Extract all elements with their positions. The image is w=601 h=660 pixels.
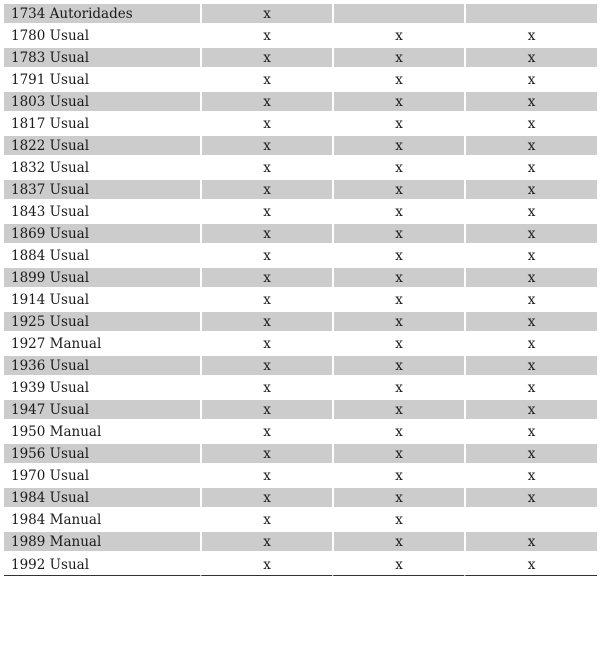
column-1-mark-cell: x [200,136,332,158]
column-3-mark-cell: x [464,356,597,378]
column-1-mark-cell: x [200,92,332,114]
table-body [4,4,597,576]
table-row [4,554,597,576]
table-row [4,202,597,224]
column-1-mark-cell: x [200,180,332,202]
row-label-cell: 1822 Usual [4,136,200,158]
table-row [4,400,597,422]
column-2-mark-cell: x [332,26,464,48]
table-row [4,334,597,356]
column-3-mark-cell: x [464,92,597,114]
table-row [4,532,597,554]
column-2-mark-cell [332,4,464,26]
column-3-mark-cell: x [464,246,597,268]
table-row [4,378,597,400]
row-label-cell: 1927 Manual [4,334,200,356]
table-row [4,488,597,510]
row-label-cell: 1984 Usual [4,488,200,510]
column-1-mark-cell: x [200,356,332,378]
row-label-cell: 1803 Usual [4,92,200,114]
table-row [4,114,597,136]
column-2-mark-cell: x [332,70,464,92]
table-row [4,466,597,488]
table-row [4,92,597,114]
column-1-mark-cell: x [200,554,332,576]
column-3-mark-cell: x [464,334,597,356]
column-2-mark-cell: x [332,400,464,422]
row-label-cell: 1843 Usual [4,202,200,224]
column-3-mark-cell: x [464,224,597,246]
column-3-mark-cell: x [464,26,597,48]
column-1-mark-cell: x [200,290,332,312]
row-label-cell: 1837 Usual [4,180,200,202]
column-3-mark-cell: x [464,114,597,136]
column-1-mark-cell: x [200,378,332,400]
column-2-mark-cell: x [332,202,464,224]
column-3-mark-cell: x [464,554,597,576]
column-2-mark-cell: x [332,356,464,378]
row-label-cell: 1914 Usual [4,290,200,312]
row-label-cell: 1832 Usual [4,158,200,180]
row-label-cell: 1984 Manual [4,510,200,532]
row-label-cell: 1884 Usual [4,246,200,268]
column-1-mark-cell: x [200,114,332,136]
column-2-mark-cell: x [332,158,464,180]
column-3-mark-cell: x [464,466,597,488]
column-2-mark-cell: x [332,48,464,70]
row-label-cell: 1783 Usual [4,48,200,70]
row-label-cell: 1936 Usual [4,356,200,378]
column-1-mark-cell: x [200,246,332,268]
row-label-cell: 1970 Usual [4,466,200,488]
column-1-mark-cell: x [200,312,332,334]
row-label-cell: 1925 Usual [4,312,200,334]
column-2-mark-cell: x [332,114,464,136]
column-2-mark-cell: x [332,92,464,114]
table-row [4,48,597,70]
column-1-mark-cell: x [200,510,332,532]
column-2-mark-cell: x [332,224,464,246]
column-2-mark-cell: x [332,180,464,202]
row-label-cell: 1989 Manual [4,532,200,554]
column-1-mark-cell: x [200,334,332,356]
column-1-mark-cell: x [200,4,332,26]
column-3-mark-cell [464,510,597,532]
row-label-cell: 1947 Usual [4,400,200,422]
table-row [4,158,597,180]
row-label-cell: 1817 Usual [4,114,200,136]
column-2-mark-cell: x [332,510,464,532]
column-1-mark-cell: x [200,532,332,554]
column-1-mark-cell: x [200,202,332,224]
column-1-mark-cell: x [200,48,332,70]
table-row [4,422,597,444]
column-2-mark-cell: x [332,378,464,400]
table-row [4,224,597,246]
column-3-mark-cell: x [464,400,597,422]
row-label-cell: 1899 Usual [4,268,200,290]
column-1-mark-cell: x [200,26,332,48]
column-2-mark-cell: x [332,136,464,158]
row-label-cell: 1956 Usual [4,444,200,466]
table-row [4,70,597,92]
column-2-mark-cell: x [332,312,464,334]
row-label-cell: 1950 Manual [4,422,200,444]
row-label-cell: 1992 Usual [4,554,200,576]
table-row [4,246,597,268]
table-row [4,510,597,532]
column-3-mark-cell: x [464,268,597,290]
column-3-mark-cell: x [464,180,597,202]
column-1-mark-cell: x [200,224,332,246]
column-3-mark-cell: x [464,312,597,334]
row-label-cell: 1780 Usual [4,26,200,48]
column-2-mark-cell: x [332,422,464,444]
table-row [4,180,597,202]
column-1-mark-cell: x [200,488,332,510]
column-2-mark-cell: x [332,554,464,576]
column-3-mark-cell: x [464,48,597,70]
column-2-mark-cell: x [332,334,464,356]
table-row [4,268,597,290]
table-row [4,4,597,26]
column-2-mark-cell: x [332,488,464,510]
column-1-mark-cell: x [200,268,332,290]
dictionary-editions-table [4,4,597,576]
column-3-mark-cell: x [464,70,597,92]
table-row [4,312,597,334]
column-2-mark-cell: x [332,268,464,290]
column-1-mark-cell: x [200,444,332,466]
table-row [4,444,597,466]
row-label-cell: 1869 Usual [4,224,200,246]
table-row [4,26,597,48]
column-1-mark-cell: x [200,158,332,180]
column-2-mark-cell: x [332,444,464,466]
column-3-mark-cell [464,4,597,26]
column-1-mark-cell: x [200,70,332,92]
column-2-mark-cell: x [332,246,464,268]
column-1-mark-cell: x [200,466,332,488]
column-3-mark-cell: x [464,532,597,554]
column-3-mark-cell: x [464,378,597,400]
table-row [4,290,597,312]
column-3-mark-cell: x [464,444,597,466]
column-1-mark-cell: x [200,400,332,422]
column-3-mark-cell: x [464,422,597,444]
column-2-mark-cell: x [332,466,464,488]
column-1-mark-cell: x [200,422,332,444]
table-row [4,136,597,158]
row-label-cell: 1734 Autoridades [4,4,200,26]
row-label-cell: 1791 Usual [4,70,200,92]
column-3-mark-cell: x [464,158,597,180]
column-2-mark-cell: x [332,532,464,554]
column-3-mark-cell: x [464,488,597,510]
column-3-mark-cell: x [464,290,597,312]
table-row [4,356,597,378]
column-3-mark-cell: x [464,136,597,158]
column-2-mark-cell: x [332,290,464,312]
column-3-mark-cell: x [464,202,597,224]
row-label-cell: 1939 Usual [4,378,200,400]
